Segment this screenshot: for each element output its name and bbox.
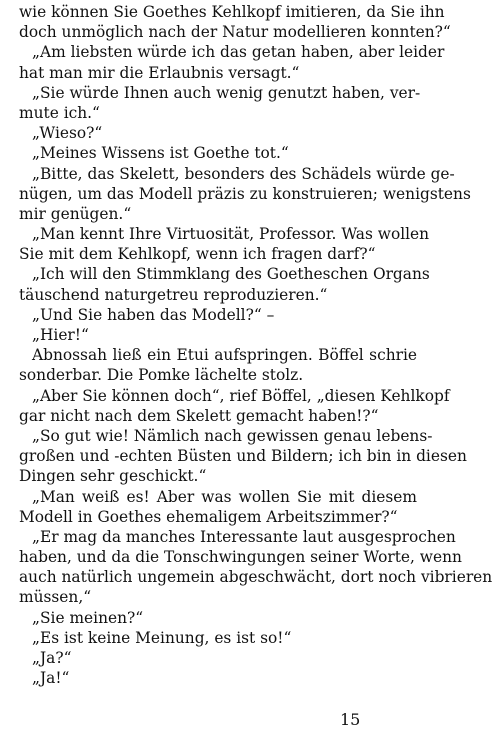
text-line: auch natürlich ungemein abgeschwächt, dort noch vibrieren (19, 568, 492, 587)
text-line: „Und Sie haben das Modell?“ – (32, 305, 275, 324)
text-line: „Ja?“ (32, 649, 72, 667)
text-line: „Aber Sie können doch“, rief Böffel, „diesen Kehlkopf (32, 386, 450, 405)
text-line: müssen,“ (19, 588, 92, 607)
text-line: mute ich.“ (19, 103, 100, 122)
text-line: sonderbar. Die Pomke lächelte stolz. (19, 366, 304, 385)
text-line: „Ja!“ (32, 669, 70, 688)
page-number: 15 (340, 710, 361, 729)
text-line: „Am liebsten würde ich das getan haben, aber leider (32, 43, 445, 62)
body-text (19, 2, 492, 688)
text-line: „Sie würde Ihnen auch wenig genutzt haben, ver- (32, 83, 421, 102)
text-line: „Wieso?“ (32, 124, 103, 143)
text-line: „Er mag da manches Interessante laut ausgesprochen (32, 527, 456, 546)
text-line: „Meines Wissens ist Goethe tot.“ (32, 144, 289, 163)
text-line: „Hier!“ (32, 326, 89, 344)
text-line: nügen, um das Modell präzis zu konstruieren; wenigstens (19, 184, 471, 203)
text-line: „Man weiß es! Aber was wollen Sie mit diesem (32, 487, 417, 506)
text-line: Abnossah ließ ein Etui aufspringen. Böffel schrie (32, 346, 417, 365)
text-line: Modell in Goethes ehemaligem Arbeitszimmer?“ (19, 507, 398, 526)
text-line: Dingen sehr geschickt.“ (19, 467, 207, 486)
text-line: „So gut wie! Nämlich nach gewissen genau lebens- (32, 426, 433, 445)
text-line: hat man mir die Erlaubnis versagt.“ (19, 63, 300, 82)
text-line: täuschend naturgetreu reproduzieren.“ (19, 285, 328, 304)
text-line: „Es ist keine Meinung, es ist so!“ (32, 628, 292, 647)
text-line: großen und -echten Büsten und Bildern; ich bin in diesen (19, 447, 467, 466)
text-line: „Sie meinen?“ (32, 608, 144, 627)
text-line: wie können Sie Goethes Kehlkopf imitieren, da Sie ihn (19, 3, 445, 21)
text-line: „Bitte, das Skelett, besonders des Schädels würde ge- (32, 164, 455, 183)
text-line: Sie mit dem Kehlkopf, wenn ich fragen darf?“ (19, 245, 376, 264)
text-line: doch unmöglich nach der Natur modellieren konnten?“ (19, 23, 451, 42)
text-line: „Man kennt Ihre Virtuosität, Professor. Was wollen (32, 225, 430, 244)
text-line: haben, und da die Tonschwingungen seiner Worte, wenn (19, 548, 462, 567)
text-line: „Ich will den Stimmklang des Goetheschen Organs (32, 265, 430, 284)
text-line: mir genügen.“ (19, 204, 132, 223)
text-line: gar nicht nach dem Skelett gemacht haben!?“ (19, 406, 379, 425)
